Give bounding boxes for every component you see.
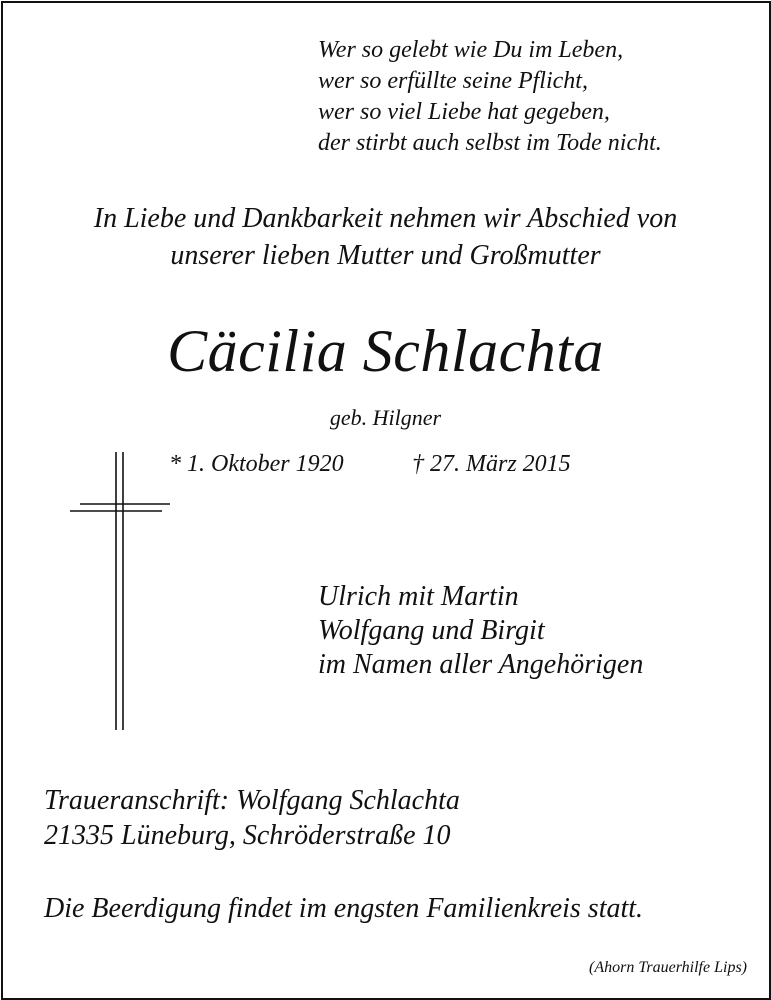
mourner-line: Ulrich mit Martin <box>318 581 519 612</box>
mourner-line: im Namen aller Angehörigen <box>318 649 644 680</box>
poem-line: wer so erfüllte seine Pflicht, <box>318 68 588 94</box>
poem-line: Wer so gelebt wie Du im Leben, <box>318 37 624 63</box>
poem <box>318 35 662 159</box>
funeral-note: Die Beerdigung findet im engsten Familienkreis statt. <box>44 893 644 924</box>
mourner-line: Wolfgang und Birgit <box>318 615 545 646</box>
mourners <box>318 580 643 682</box>
address-line: 21335 Lüneburg, Schröderstraße 10 <box>44 820 451 851</box>
poem-line: wer so viel Liebe hat gegeben, <box>318 99 610 125</box>
credit-line: (Ahorn Trauerhilfe Lips) <box>589 959 747 976</box>
birth-name: geb. Hilgner <box>329 405 442 430</box>
intro-line: In Liebe und Dankbarkeit nehmen wir Abschied von <box>93 203 678 234</box>
mourning-address <box>44 783 460 853</box>
address-line: Traueranschrift: Wolfgang Schlachta <box>44 785 460 816</box>
birth-date: * 1. Oktober 1920 <box>169 451 344 477</box>
cross-icon <box>64 446 174 736</box>
deceased-name: Cäcilia Schlachta <box>167 318 604 384</box>
poem-line: der stirbt auch selbst im Tode nicht. <box>318 130 662 156</box>
intro-text <box>0 200 771 274</box>
intro-line: unserer lieben Mutter und Großmutter <box>170 240 601 271</box>
death-date: † 27. März 2015 <box>412 451 571 477</box>
